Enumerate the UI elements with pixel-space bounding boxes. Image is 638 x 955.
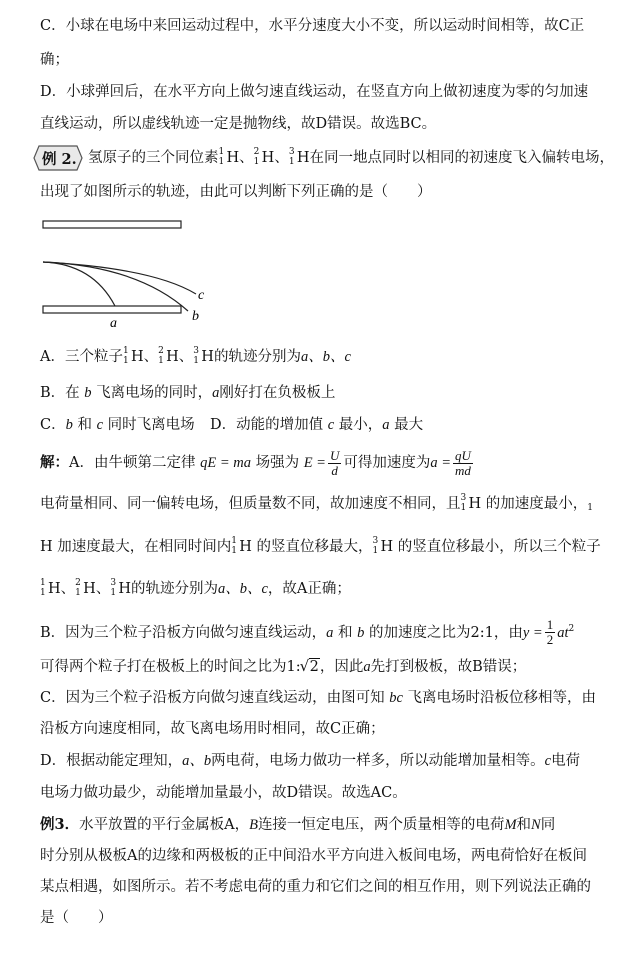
- example-3-line3: 某点相遇，如图所示。若不考虑电荷的重力和它们之间的相互作用，则下列说法正确的: [40, 879, 591, 895]
- example-2-question-line1: 氢原子的三个同位素 1 1 H、 2 1 H、 3 1 H在同一地点同时以相同的初速度飞入偏转电场，: [88, 147, 614, 167]
- upper-plate: [43, 221, 181, 228]
- solution-line-j: 电场力做功最少，动能增加量最小，故D错误。故选AC。: [40, 785, 407, 801]
- example-3-line4: 是（ ）: [40, 910, 113, 926]
- example-3-line2: 时分别从极板A的边缘和两极板的正中间沿水平方向进入板间电场，两电荷恰好在板间: [40, 848, 587, 864]
- example-3-line1: 例3．水平放置的平行金属板A，B连接一恒定电压，两个质量相等的电荷M和N同: [40, 816, 556, 833]
- solution-line-g: C．因为三个粒子沿板方向做匀速直线运动，由图可知 bc 飞离电场时沿板位移相等，由: [40, 690, 596, 706]
- solution-line-h: 沿板方向速度相同，故飞离电场用时相同，故C正确；: [40, 721, 385, 737]
- trajectory-figure: [38, 214, 218, 334]
- example-label: 例 2.: [42, 151, 77, 168]
- option-c: C．b 和 c 同时飞离电场: [40, 417, 195, 433]
- option-b: B．在 b 飞离电场的同时，a刚好打在负极板上: [40, 385, 336, 401]
- text-line: 直线运动，所以虚线轨迹一定是抛物线，故D错误。故选BC。: [40, 116, 437, 132]
- solution-line-c: H 加速度最大，在相同时间内 1 1 H 的竖直位移最大， 3 1 H 的竖直位移最小，所以三个粒子: [40, 536, 601, 556]
- option-d: D．动能的增加值 c 最小，a 最大: [210, 417, 424, 433]
- text-line: C．小球在电场中来回运动过程中，水平分速度大小不变，所以运动时间相等，故C正: [40, 18, 585, 34]
- example-2-question-line2: 出现了如图所示的轨迹，由此可以判断下列正确的是（ ）: [40, 184, 432, 200]
- solution-line-d: 1 1 H、 2 1 H、 3 1 H的轨迹分别为a、b、c，故A正确；: [40, 578, 351, 598]
- option-a: A．三个粒子 1 1 H、 2 1 H、 3 1 H的轨迹分别为a、b、c: [40, 346, 351, 366]
- lower-plate: [43, 306, 181, 313]
- label-b: b: [192, 309, 199, 324]
- solution-line-e: B．因为三个粒子沿板方向做匀速直线运动，a 和 b 的加速度之比为2:1，由y = $\frac{1}{2}$ $at^2$: [40, 617, 575, 648]
- text-line: D．小球弹回后，在水平方向上做匀速直线运动，在竖直方向上做初速度为零的匀加速: [40, 84, 589, 100]
- example-2-badge: [33, 145, 83, 171]
- label-a: a: [110, 316, 117, 331]
- label-c: c: [198, 288, 205, 303]
- solution-line-b: 电荷量相同、同一偏转电场，但质量数不同，故加速度不相同，且 3 1 H 的加速度最小， 1: [40, 493, 593, 513]
- solution-line-i: D．根据动能定理知，a、b两电荷，电场力做功一样多，所以动能增加量相等。c电荷: [40, 753, 581, 769]
- solution-line-f: 可得两个粒子打在极板上的时间之比为1:√ 2，因此a先打到极板，故B错误；: [40, 657, 526, 677]
- trajectory-a: [43, 262, 115, 306]
- text-line: 确；: [40, 52, 69, 68]
- solution-line-a: 解：A．由牛顿第二定律 qE = ma 场强为 E = $\frac{U}{d}$ 可得加速度为a = $\frac{qU}{md}$: [40, 447, 471, 478]
- trajectory-c: [43, 262, 196, 294]
